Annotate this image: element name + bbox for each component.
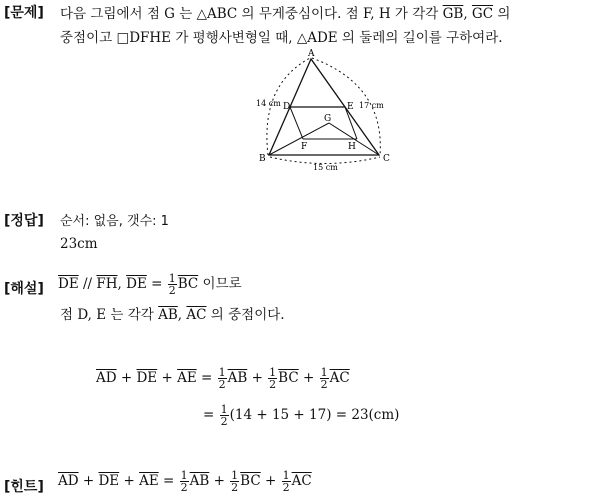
length-ab-label: 14 cm — [256, 99, 281, 108]
solution-label: [해설] — [4, 281, 44, 297]
point-h-label: H — [348, 142, 356, 152]
point-c-label: C — [383, 154, 390, 164]
answer-label: [정답] — [4, 213, 44, 229]
point-d-label: D — [283, 102, 291, 112]
answer-meta: 순서: 없음, 갯수: 1 — [60, 214, 169, 229]
point-b-label: B — [259, 154, 266, 164]
hint-label: [힌트] — [4, 479, 44, 495]
hint-equation: $\overline{AD} + \overline{DE} + \overline{AE}$ = $\frac{1}{2}$ $\overline{AB}$ + $\frac{1}{2}$ $\overline{BC}$ + $\frac{1}{2}$ $\overline{AC}$ — [58, 469, 312, 494]
length-ac-label: 17 cm — [359, 101, 384, 110]
length-bc-label: 15 cm — [313, 163, 338, 172]
fraction-half: $\frac{1}{2}$ — [168, 272, 176, 297]
triangle-figure — [255, 45, 400, 175]
segment-gc: $\overline{GC}$ — [471, 6, 494, 22]
problem-line-2: 중점이고 □DFHE 가 평행사변형일 때, △ADE 의 둘레의 길이를 구하여라. — [60, 30, 503, 46]
problem-label: [문제] — [4, 5, 44, 21]
solution-equation-2: = $\frac{1}{2}$ (14 + 15 + 17) = 23(cm) — [203, 403, 400, 428]
point-f-label: F — [301, 142, 308, 152]
segment-df — [290, 107, 303, 139]
answer-value: 23cm — [60, 236, 98, 252]
solution-line-1: $\overline{DE} // \overline{FH}$, $\overline{DE}$ = $\frac{1}{2}$ $\overline{BC}$ 이므로 — [58, 272, 242, 297]
problem-line-1: 다음 그림에서 점 G 는 △ABC 의 무게중심이다. 점 F, H 가 각각 $\overline{GB}$, $\overline{GC}$ 의 — [60, 6, 511, 22]
point-e-label: E — [347, 102, 354, 112]
solution-equation-1: $\overline{AD} + \overline{DE} + \overline{AE}$ = $\frac{1}{2}$ $\overline{AB}$ + $\frac{1}{2}$ $\overline{BC}$ + $\frac{1}{2}$ $\overline{AC}$ — [96, 366, 350, 391]
point-g-label: G — [324, 114, 332, 124]
solution-line-2: 점 D, E 는 각각 $\overline{AB}$, $\overline{AC}$ 의 중점이다. — [60, 307, 285, 323]
segment-gb: $\overline{GB}$ — [442, 6, 464, 22]
point-a-label: A — [308, 49, 315, 59]
